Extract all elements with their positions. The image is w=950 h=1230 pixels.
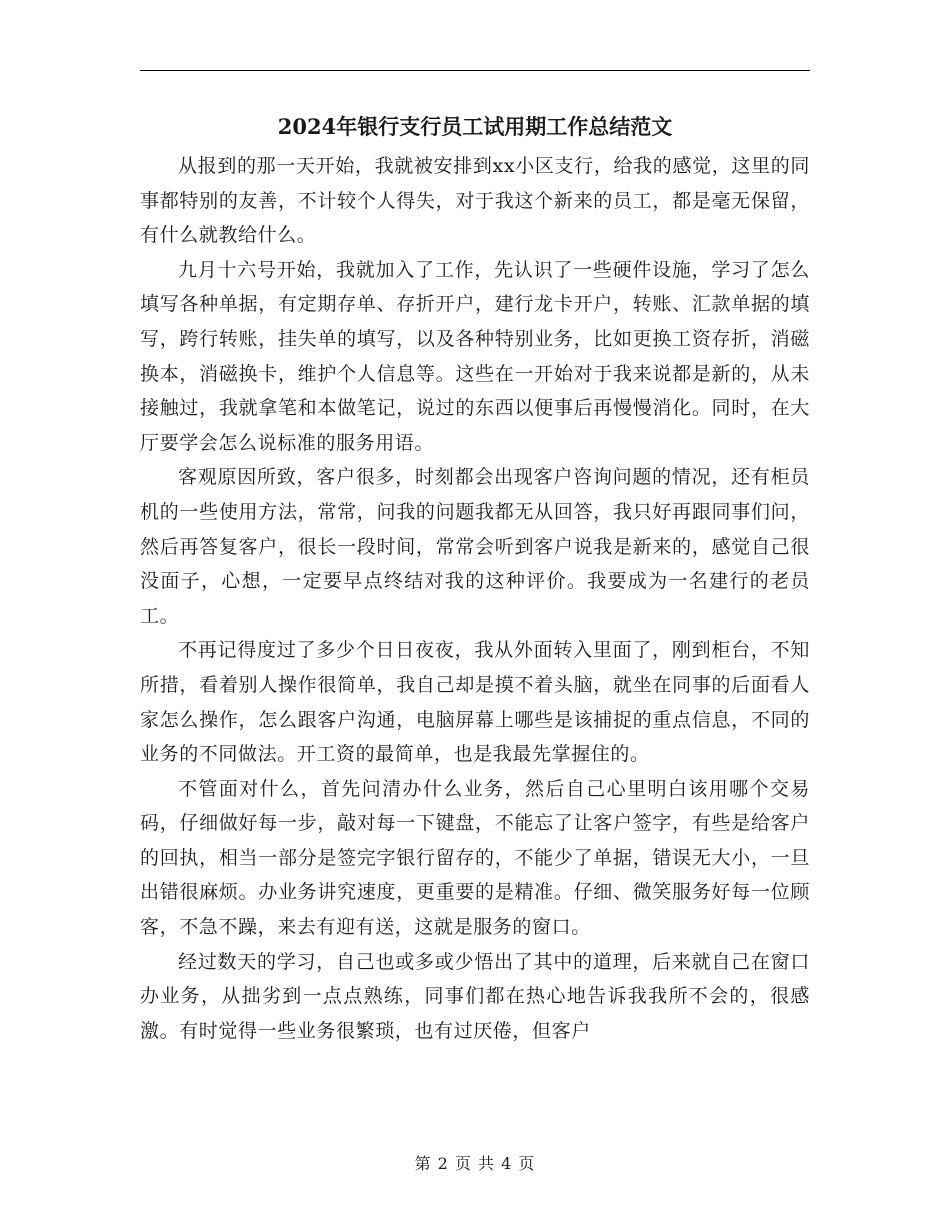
paragraph-3: 客观原因所致，客户很多，时刻都会出现客户咨询问题的情况，还有柜员机的一些使用方法，常常，问我的问题我都无从回答，我只好再跟同事们问，然后再答复客户，很长一段时间，常常会听到客户说我是新来的，感觉自己很没面子，心想，一定要早点终结对我的这种评价。我要成为一名建行的老员工。 [140,466,810,627]
page-label-prefix: 第 [414,1154,432,1173]
page-label-middle: 页 共 [454,1154,496,1173]
total-pages-number: 4 [501,1154,513,1173]
page-label-suffix: 页 [518,1154,536,1173]
paragraph-4: 不再记得度过了多少个日日夜夜，我从外面转入里面了，刚到柜台，不知所措，看着别人操作很简单，我自己却是摸不着头脑，就坐在同事的后面看人家怎么操作，怎么跟客户沟通，电脑屏幕上哪些是该捕捉的重点信息，不同的业务的不同做法。开工资的最简单，也是我最先掌握住的。 [140,639,810,766]
paragraph-5: 不管面对什么，首先问清办什么业务，然后自己心里明白该用哪个交易码，仔细做好每一步，敲对每一下键盘，不能忘了让客户签字，有些是给客户的回执，相当一部分是签完字银行留存的，不能少了单据，错误无大小，一旦出错很麻烦。办业务讲究速度，更重要的是精准。仔细、微笑服务好每一位顾客，不急不躁，来去有迎有送，这就是服务的窗口。 [140,777,810,939]
document-title: 2024年银行支行员工试用期工作总结范文 [277,114,673,139]
document-body [140,149,810,1048]
current-page-number: 2 [437,1154,449,1173]
paragraph-6: 经过数天的学习，自己也或多或少悟出了其中的道理，后来就自己在窗口办业务，从拙劣到一点点熟练，同事们都在热心地告诉我我所不会的，很感激。有时觉得一些业务很繁琐，也有过厌倦，但客户 [140,950,810,1042]
paragraph-2: 九月十六号开始，我就加入了工作，先认识了一些硬件设施，学习了怎么填写各种单据，有定期存单、存折开户，建行龙卡开户，转账、汇款单据的填写，跨行转账，挂失单的填写，以及各种特别业务，比如更换工资存折，消磁换本，消磁换卡，维护个人信息等。这些在一开始对于我来说都是新的，从未接触过，我就拿笔和本做笔记，说过的东西以便事后再慢慢消化。同时，在大厅要学会怎么说标准的服务用语。 [140,258,810,454]
paragraph-1: 从报到的那一天开始，我就被安排到xx小区支行，给我的感觉，这里的同事都特别的友善，不计较个人得失，对于我这个新来的员工，都是毫无保留，有什么就教给什么。 [140,155,810,247]
header-rule [140,70,810,71]
page-footer [140,1152,810,1176]
